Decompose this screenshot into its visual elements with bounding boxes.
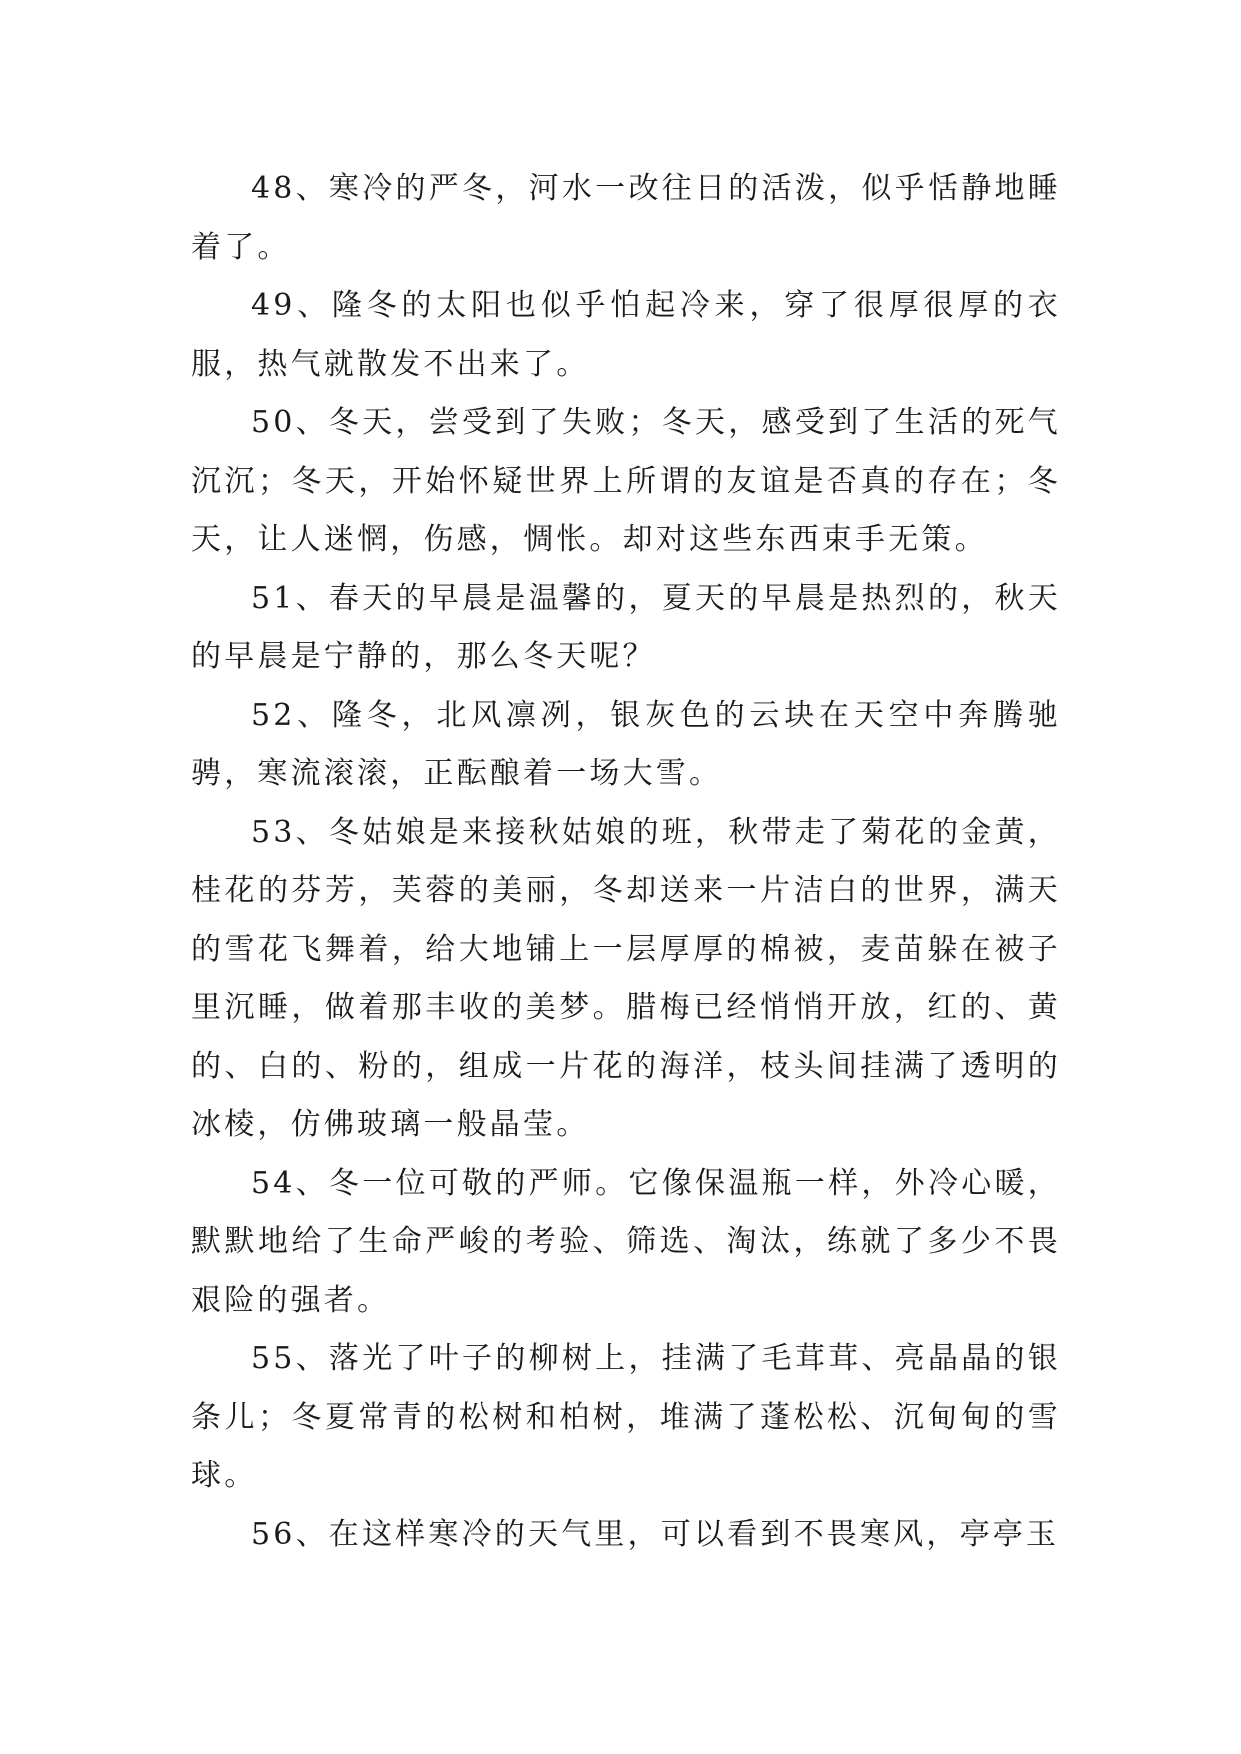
paragraph-54: 54、冬一位可敬的严师。它像保温瓶一样，外冷心暖，默默地给了生命严峻的考验、筛选、淘汰，练就了多少不畏艰险的强者。 <box>191 1165 1061 1318</box>
paragraph-55: 55、落光了叶子的柳树上，挂满了毛茸茸、亮晶晶的银条儿；冬夏常青的松树和柏树，堆满了蓬松松、沉甸甸的雪球。 <box>191 1341 1061 1493</box>
document-body <box>191 160 1061 1564</box>
paragraph-50: 50、冬天，尝受到了失败；冬天，感受到了生活的死气沉沉；冬天，开始怀疑世界上所谓的友谊是否真的存在；冬天，让人迷惘，伤感，惆怅。却对这些东西束手无策。 <box>191 405 1061 557</box>
paragraph-53: 53、冬姑娘是来接秋姑娘的班，秋带走了菊花的金黄，桂花的芬芳，芙蓉的美丽，冬却送来一片洁白的世界，满天的雪花飞舞着，给大地铺上一层厚厚的棉被，麦苗躲在被子里沉睡，做着那丰收的美梦。腊梅已经悄悄开放，红的、黄的、白的、粉的，组成一片花的海洋，枝头间挂满了透明的冰棱，仿佛玻璃一般晶莹。 <box>191 814 1061 1142</box>
paragraph-49: 49、隆冬的太阳也似乎怕起冷来，穿了很厚很厚的衣服，热气就散发不出来了。 <box>191 288 1061 382</box>
paragraph-48: 48、寒冷的严冬，河水一改往日的活泼，似乎恬静地睡着了。 <box>191 171 1061 265</box>
paragraph-56: 56、在这样寒冷的天气里，可以看到不畏寒风，亭亭玉 <box>251 1516 1060 1552</box>
paragraph-51: 51、春天的早晨是温馨的，夏天的早晨是热烈的，秋天的早晨是宁静的，那么冬天呢？ <box>191 580 1061 674</box>
paragraph-52: 52、隆冬，北风凛冽，银灰色的云块在天空中奔腾驰骋，寒流滚滚，正酝酿着一场大雪。 <box>191 697 1061 791</box>
